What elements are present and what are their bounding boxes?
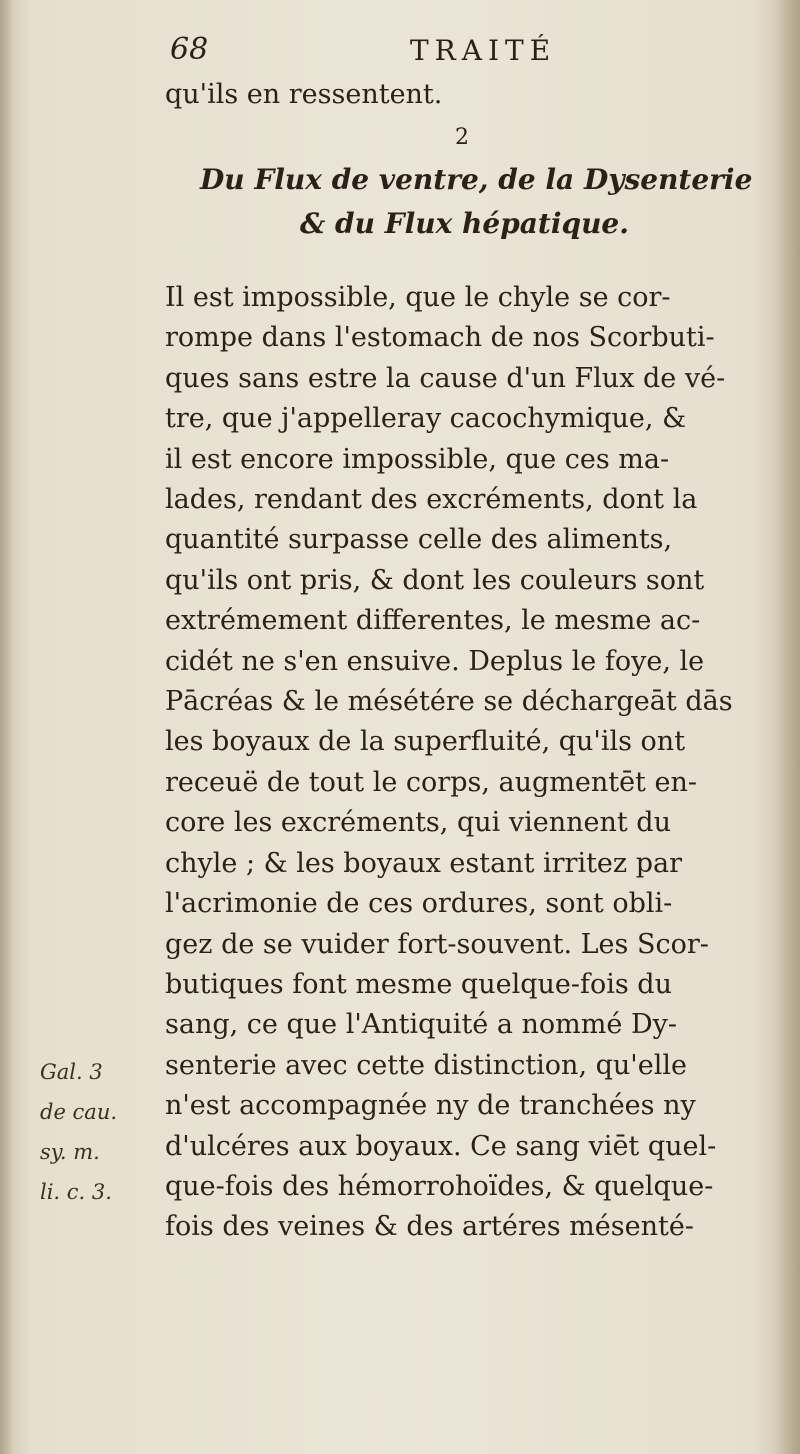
text-line: core les excréments, qui viennent du bbox=[165, 807, 671, 839]
page-edge-shadow-left bbox=[0, 0, 14, 1454]
text-line: fois des veines & des artéres mésenté- bbox=[165, 1211, 694, 1243]
continuation-line bbox=[165, 75, 775, 115]
main-text-block bbox=[165, 278, 775, 1248]
section-number: 2 bbox=[455, 125, 469, 150]
text-line: Il est impossible, que le chyle se cor- bbox=[165, 282, 671, 313]
text-line: rompe dans l'estomach de nos Scorbuti- bbox=[165, 322, 715, 354]
text-line: que-fois des hémorrohoïdes, & quelque- bbox=[165, 1170, 714, 1202]
text-line: ques sans estre la cause d'un Flux de vé- bbox=[165, 362, 726, 394]
text-line: senterie avec cette distinction, qu'elle bbox=[165, 1049, 687, 1081]
text-line: sang, ce que l'Antiquité a nommé Dy- bbox=[165, 1009, 677, 1041]
text-line: extrémement differentes, le mesme ac- bbox=[165, 605, 701, 637]
text-line: l'acrimonie de ces ordures, sont obli- bbox=[165, 888, 673, 920]
text-line: chyle ; & les boyaux estant irritez par bbox=[165, 847, 683, 879]
text-line: gez de se vuider fort-souvent. Les Scor- bbox=[165, 928, 709, 960]
text-line: tre, que j'appelleray cacochymique, & bbox=[165, 403, 687, 435]
text-line: d'ulcéres aux boyaux. Ce sang viēt quel- bbox=[165, 1130, 717, 1162]
text-line: il est encore impossible, que ces ma- bbox=[165, 443, 670, 475]
marginal-note-line: de cau. bbox=[40, 1100, 118, 1124]
text-line: n'est accompagnée ny de tranchées ny bbox=[165, 1090, 696, 1122]
text-line: quantité surpasse celle des aliments, bbox=[165, 524, 673, 556]
text-line: receuë de tout le corps, augmentēt en- bbox=[165, 766, 697, 798]
text-line: Pācréas & le mésétére se déchargeāt dās bbox=[165, 686, 733, 718]
marginal-note-line: Gal. 3 bbox=[40, 1060, 103, 1084]
text-line: cidét ne s'en ensuive. Deplus le foye, le bbox=[165, 645, 705, 677]
marginal-note-line: li. c. 3. bbox=[40, 1180, 112, 1204]
marginal-note bbox=[40, 1052, 160, 1212]
page-header bbox=[170, 32, 600, 76]
section-title-line-2: & du Flux hépatique. bbox=[300, 207, 629, 240]
text-line: les boyaux de la superfluité, qu'ils ont bbox=[165, 726, 686, 758]
text-line: qu'ils en ressentent. bbox=[165, 79, 443, 110]
section-title bbox=[200, 158, 780, 246]
text-line: qu'ils ont pris, & dont les couleurs sont bbox=[165, 564, 705, 596]
section-title-line-1: Du Flux de ventre, de la Dysenterie bbox=[200, 163, 753, 196]
page-number: 68 bbox=[170, 32, 209, 67]
running-title: TRAITÉ bbox=[410, 34, 557, 67]
text-line: lades, rendant des excréments, dont la bbox=[165, 484, 698, 516]
marginal-note-line: sy. m. bbox=[40, 1140, 100, 1164]
text-line: butiques font mesme quelque-fois du bbox=[165, 968, 672, 1000]
